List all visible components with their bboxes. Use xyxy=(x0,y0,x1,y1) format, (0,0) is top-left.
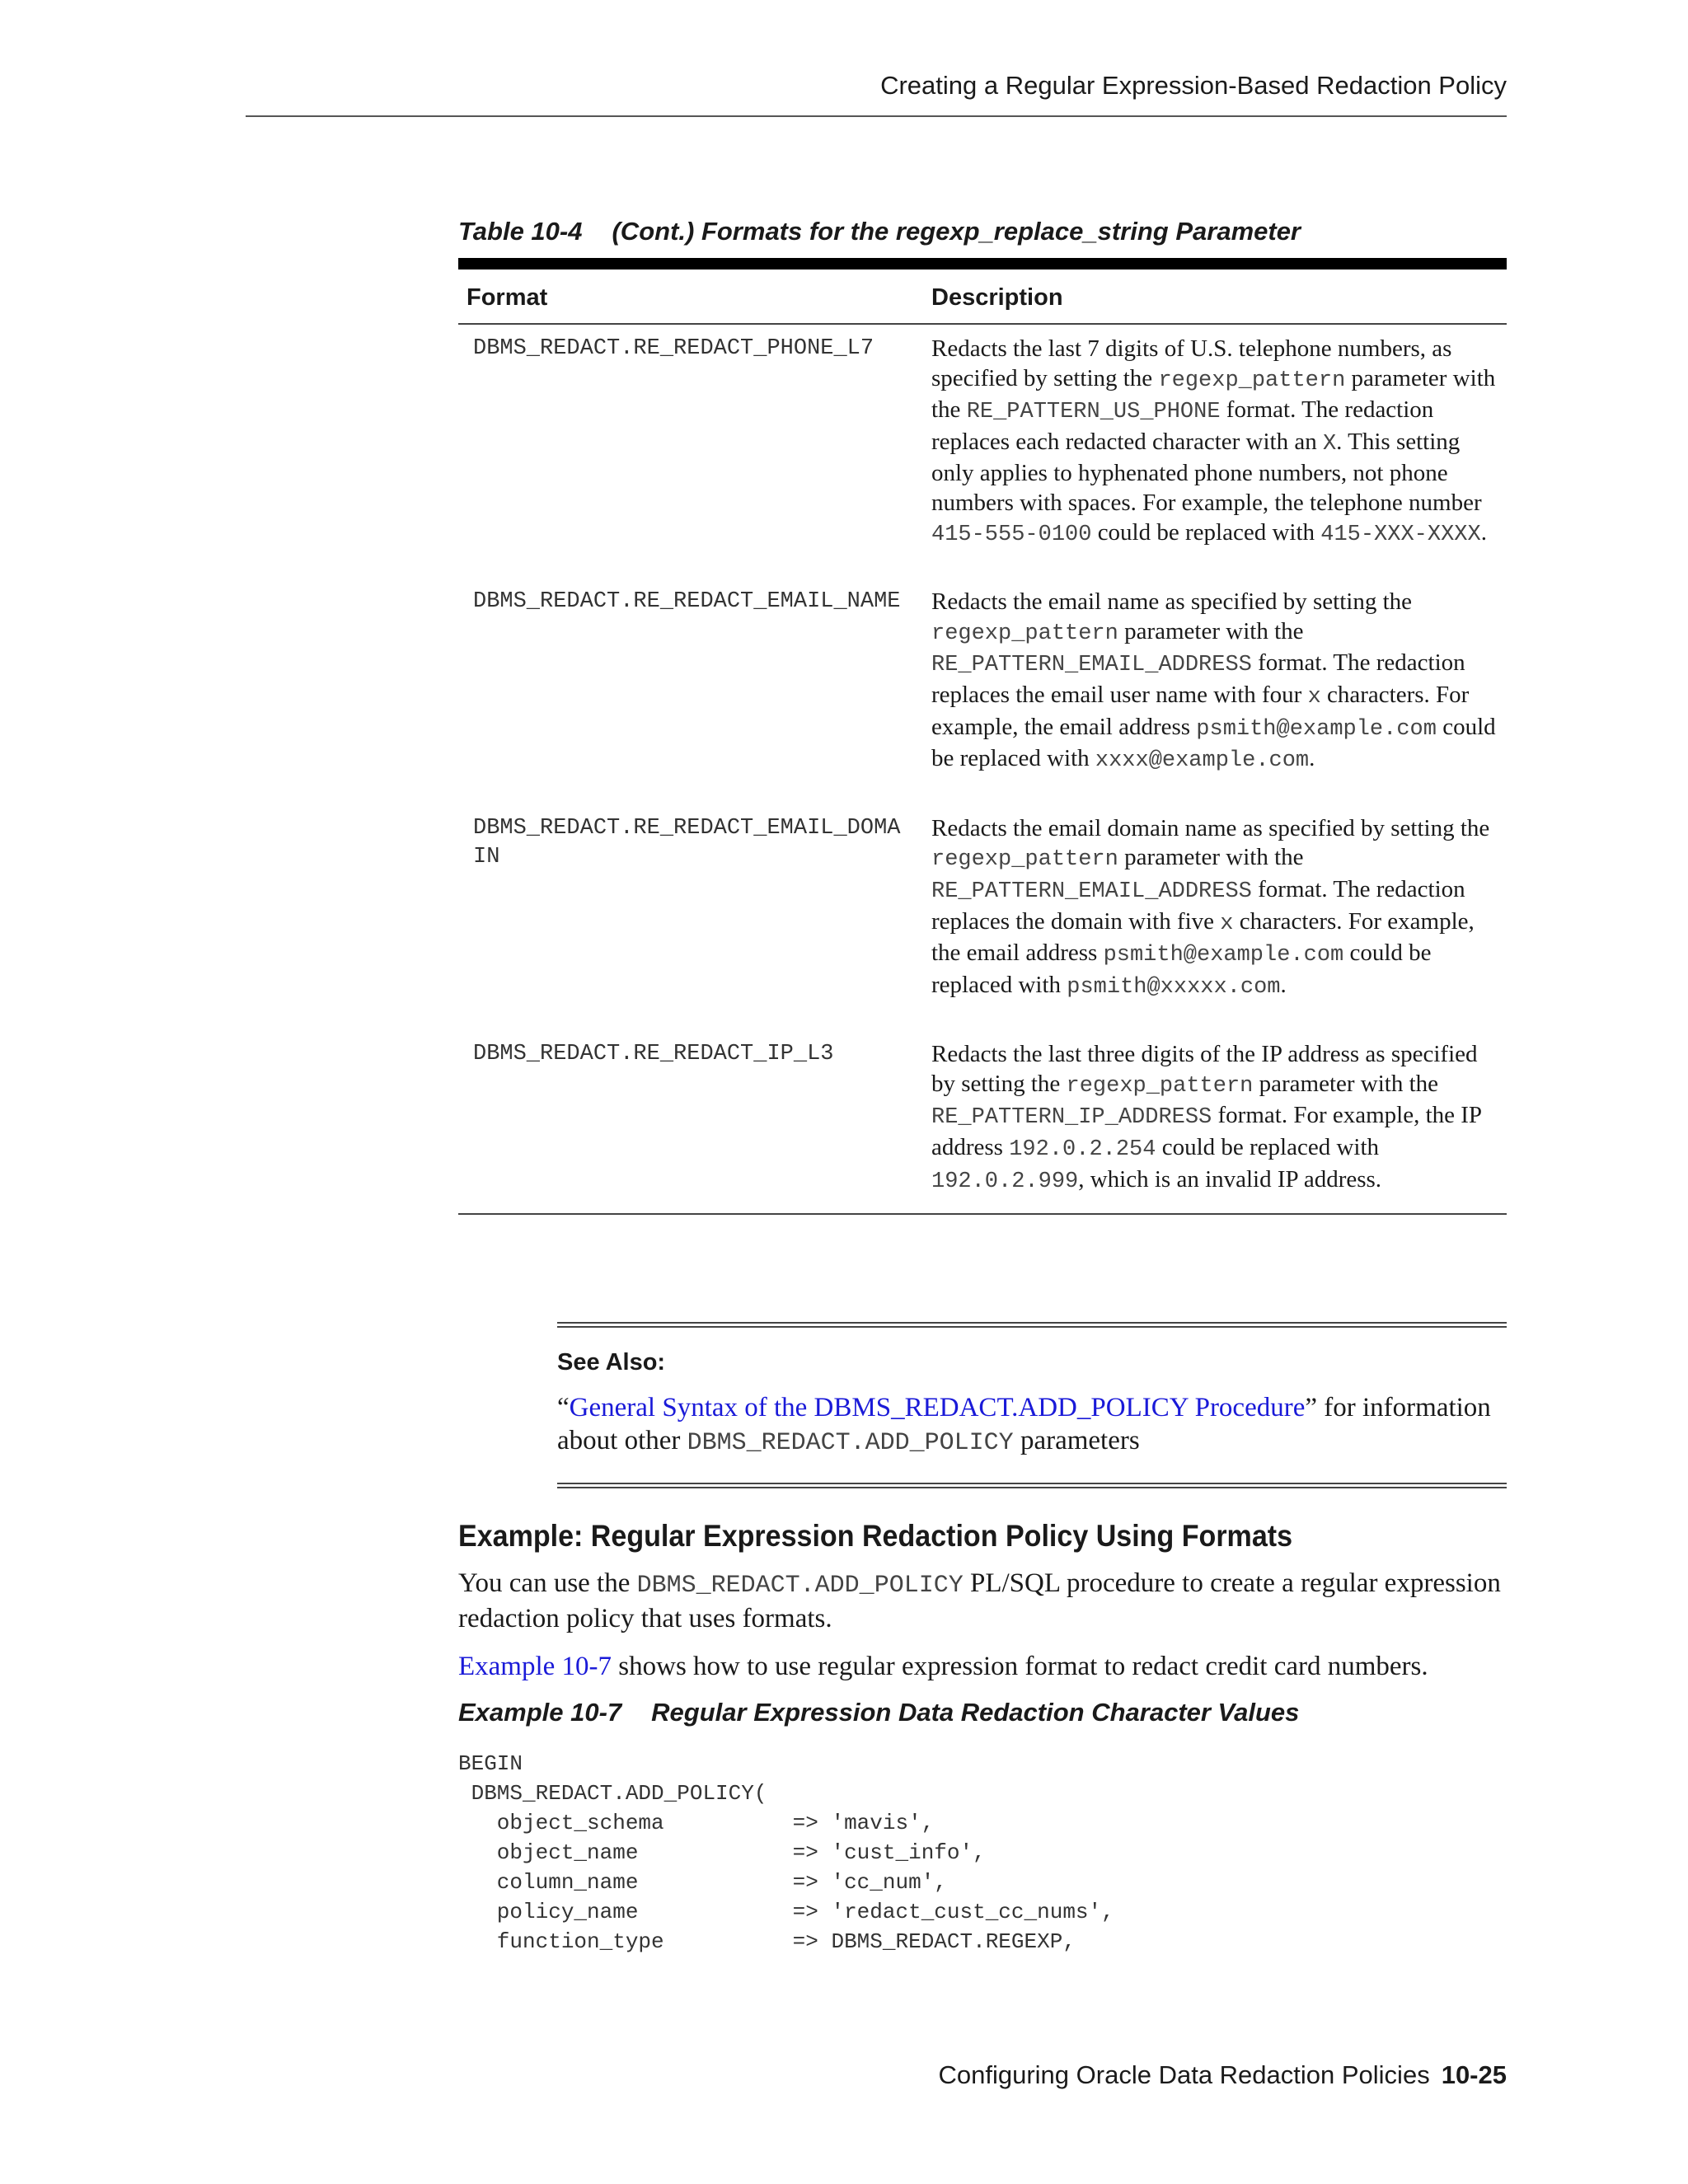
description-text: . xyxy=(1309,745,1315,772)
code-listing: BEGIN DBMS_REDACT.ADD_POLICY( object_schema => 'mavis', object_name => 'cust_info', column_name => 'cc_num', policy_name => 'redact_cust_cc_nums', function_type => DBMS_REDACT.REGEXP, xyxy=(458,1751,1114,1954)
inline-code: regexp_pattern xyxy=(1066,1073,1254,1099)
inline-code: psmith@example.com xyxy=(1196,716,1437,742)
inline-code: x xyxy=(1220,911,1234,936)
column-header-format: Format xyxy=(458,269,923,324)
inline-code: RE_PATTERN_EMAIL_ADDRESS xyxy=(931,879,1252,904)
table-row xyxy=(458,1030,1507,1214)
description-text: format. For example, the IP address xyxy=(931,1102,1481,1161)
description-text: format. The redaction replaces each redacted character with an xyxy=(931,396,1434,455)
inline-code: regexp_pattern xyxy=(931,847,1118,873)
intro-text-a: You can use the xyxy=(458,1568,637,1598)
inline-code: x xyxy=(1307,684,1321,710)
description-text: Redacts the last 7 digits of U.S. telephone numbers, as specified by setting the xyxy=(931,335,1452,391)
running-footer xyxy=(246,2060,1507,2090)
inline-code: RE_PATTERN_US_PHONE xyxy=(966,400,1221,425)
column-header-description: Description xyxy=(923,269,1507,324)
inline-code: 415-555-0100 xyxy=(931,522,1092,547)
example-section xyxy=(458,1519,1507,1957)
format-cell: DBMS_REDACT.RE_REDACT_EMAIL_DOMAIN xyxy=(473,815,901,869)
page-number: 10-25 xyxy=(1441,2060,1507,2089)
table-body xyxy=(458,324,1507,1214)
description-cell xyxy=(923,324,1507,578)
description-text: Redacts the email name as specified by setting the xyxy=(931,588,1413,616)
see-also-top-rule xyxy=(557,1322,1507,1328)
format-cell: DBMS_REDACT.RE_REDACT_PHONE_L7 xyxy=(473,336,874,361)
see-also-box xyxy=(557,1322,1507,1488)
description-cell xyxy=(923,578,1507,804)
table-row xyxy=(458,324,1507,578)
description-text: format. The redaction replaces the domain with five xyxy=(931,875,1465,935)
description-text: could be replaced with xyxy=(1091,518,1321,546)
description-text: parameter with the xyxy=(931,364,1496,424)
description-text: parameter with the xyxy=(1253,1070,1439,1097)
description-text: parameter with the xyxy=(1118,844,1304,871)
description-text: parameter with the xyxy=(1118,617,1304,644)
table-row xyxy=(458,804,1507,1031)
description-text: , which is an invalid IP address. xyxy=(1078,1165,1382,1193)
description-text: Redacts the last three digits of the IP address as specified by setting the xyxy=(931,1041,1478,1097)
general-syntax-link[interactable]: General Syntax of the DBMS_REDACT.ADD_POLICY Procedure xyxy=(569,1393,1306,1422)
intro-code: DBMS_REDACT.ADD_POLICY xyxy=(636,1572,964,1600)
description-text: Redacts the email domain name as specified by setting the xyxy=(931,814,1490,841)
table-label: Table 10-4 xyxy=(458,217,583,246)
section-heading: Example: Regular Expression Redaction Policy Using Formats xyxy=(458,1519,1293,1553)
inline-code: psmith@example.com xyxy=(1103,943,1344,968)
description-text: . xyxy=(1480,518,1487,546)
see-also-title: See Also: xyxy=(557,1349,666,1376)
inline-code: regexp_pattern xyxy=(931,621,1118,646)
inline-code: psmith@xxxxx.com xyxy=(1067,974,1281,1000)
intro-paragraph xyxy=(458,1567,1507,1635)
see-also-text xyxy=(557,1391,1507,1460)
table-top-rule xyxy=(458,258,1507,269)
inline-code: regexp_pattern xyxy=(1158,368,1346,393)
description-text: could be replaced with xyxy=(931,940,1432,998)
table-title: (Cont.) Formats for the regexp_replace_string Parameter xyxy=(612,217,1301,246)
description-text: characters. For example, the email address xyxy=(931,907,1475,967)
description-text: format. The redaction replaces the email user name with four xyxy=(931,649,1465,708)
inline-code: 415-XXX-XXXX xyxy=(1320,522,1481,547)
running-header: Creating a Regular Expression-Based Redaction Policy xyxy=(880,71,1507,100)
example-title: Regular Expression Data Redaction Character Values xyxy=(651,1698,1300,1727)
example-reference-paragraph xyxy=(458,1650,1507,1683)
format-cell: DBMS_REDACT.RE_REDACT_EMAIL_NAME xyxy=(473,589,901,615)
format-cell: DBMS_REDACT.RE_REDACT_IP_L3 xyxy=(458,1030,923,1214)
intro-text-b: PL/SQL procedure to create a regular expression redaction policy that uses formats. xyxy=(458,1568,1501,1633)
see-also-after-link: ” for information about other xyxy=(557,1393,1491,1455)
description-cell xyxy=(923,1030,1507,1214)
example-label: Example 10-7 xyxy=(458,1698,622,1727)
inline-code: xxxx@example.com xyxy=(1095,748,1310,774)
description-text: could be replaced with xyxy=(931,713,1496,772)
inline-code: X xyxy=(1322,431,1337,457)
inline-code: 192.0.2.999 xyxy=(931,1169,1079,1194)
description-text: . This setting only applies to hyphenated phone numbers, not phone numbers with spaces. For example, the telephone number xyxy=(931,428,1482,516)
description-text: characters. For example, the email address xyxy=(931,681,1470,740)
see-also-tail: parameters xyxy=(1013,1426,1140,1455)
example-10-7-link[interactable]: Example 10-7 xyxy=(458,1652,612,1681)
inline-code: RE_PATTERN_IP_ADDRESS xyxy=(931,1105,1212,1131)
example-reference-text: shows how to use regular expression format to redact credit card numbers. xyxy=(612,1652,1428,1681)
table-row xyxy=(458,578,1507,804)
description-text: . xyxy=(1280,971,1287,998)
formats-table xyxy=(458,269,1507,1215)
header-rule xyxy=(246,115,1507,117)
see-also-bottom-rule xyxy=(557,1483,1507,1488)
table-block xyxy=(458,217,1507,1215)
inline-code: RE_PATTERN_EMAIL_ADDRESS xyxy=(931,653,1252,678)
description-cell xyxy=(923,804,1507,1031)
see-also-code: DBMS_REDACT.ADD_POLICY xyxy=(687,1429,1014,1457)
footer-title: Configuring Oracle Data Redaction Policies xyxy=(938,2060,1430,2089)
table-caption xyxy=(458,217,1507,246)
example-caption xyxy=(458,1698,1507,1727)
inline-code: 192.0.2.254 xyxy=(1009,1137,1156,1163)
open-quote: “ xyxy=(557,1393,570,1422)
description-text: could be replaced with xyxy=(1156,1134,1380,1161)
